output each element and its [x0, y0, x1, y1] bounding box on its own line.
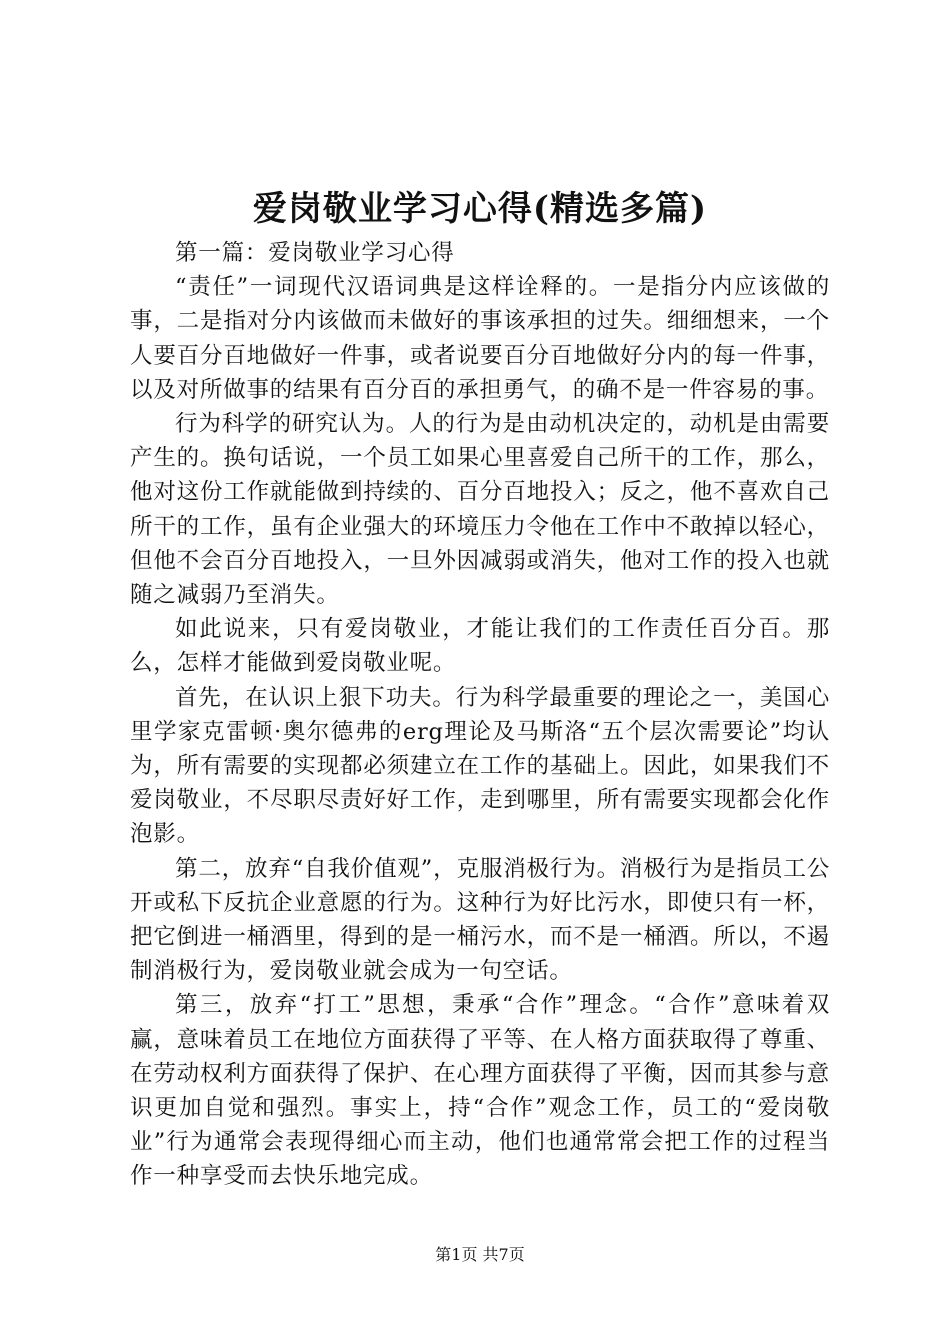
- paragraph: 第二，放弃“自我价值观”，克服消极行为。消极行为是指员工公开或私下反抗企业意愿的行为。这种行为好比污水，即使只有一杯，把它倒进一桶酒里，得到的是一桶污水，而不是一桶酒。所以，不遏制消极行为，爱岗敬业就会成为一句空话。: [130, 855, 830, 985]
- paragraph: 第三，放弃“打工”思想，秉承“合作”理念。“合作”意味着双赢，意味着员工在地位方面获得了平等、在人格方面获取得了尊重、在劳动权利方面获得了保护、在心理方面获得了平衡，因而其参与意识更加自觉和强烈。事实上，持“合作”观念工作，员工的“爱岗敬业”行为通常会表现得细心而主动，他们也通常常会把工作的过程当作一种享受而去快乐地完成。: [130, 992, 830, 1190]
- document-page: [130, 0, 830, 1344]
- paragraph: 如此说来，只有爱岗敬业，才能让我们的工作责任百分百。那么，怎样才能做到爱岗敬业呢。: [130, 616, 830, 677]
- page-number-footer: 第1页 共7页: [435, 1245, 525, 1264]
- section-heading: 第一篇：爱岗敬业学习心得: [175, 240, 455, 266]
- document-body: [130, 236, 830, 1194]
- paragraph: 行为科学的研究认为。人的行为是由动机决定的，动机是由需要产生的。换句话说，一个员工如果心里喜爱自己所干的工作，那么，他对这份工作就能做到持续的、百分百地投入；反之，他不喜欢自己所干的工作，虽有企业强大的环境压力令他在工作中不敢掉以轻心，但他不会百分百地投入，一旦外因减弱或消失，他对工作的投入也就随之减弱乃至消失。: [130, 411, 830, 609]
- paragraph: “责任”一词现代汉语词典是这样诠释的。一是指分内应该做的事，二是指对分内该做而未做好的事该承担的过失。细细想来，一个人要百分百地做好一件事，或者说要百分百地做好分内的每一件事，以及对所做事的结果有百分百的承担勇气，的确不是一件容易的事。: [130, 274, 830, 403]
- document-title: 爱岗敬业学习心得(精选多篇): [252, 189, 708, 229]
- paragraph: 首先，在认识上狠下功夫。行为科学最重要的理论之一，美国心里学家克雷顿·奥尔德弗的erg理论及马斯洛“五个层次需要论”均认为，所有需要的实现都必须建立在工作的基础上。因此，如果我们不爱岗敬业，不尽职尽责好好工作，走到哪里，所有需要实现都会化作泡影。: [130, 684, 830, 848]
